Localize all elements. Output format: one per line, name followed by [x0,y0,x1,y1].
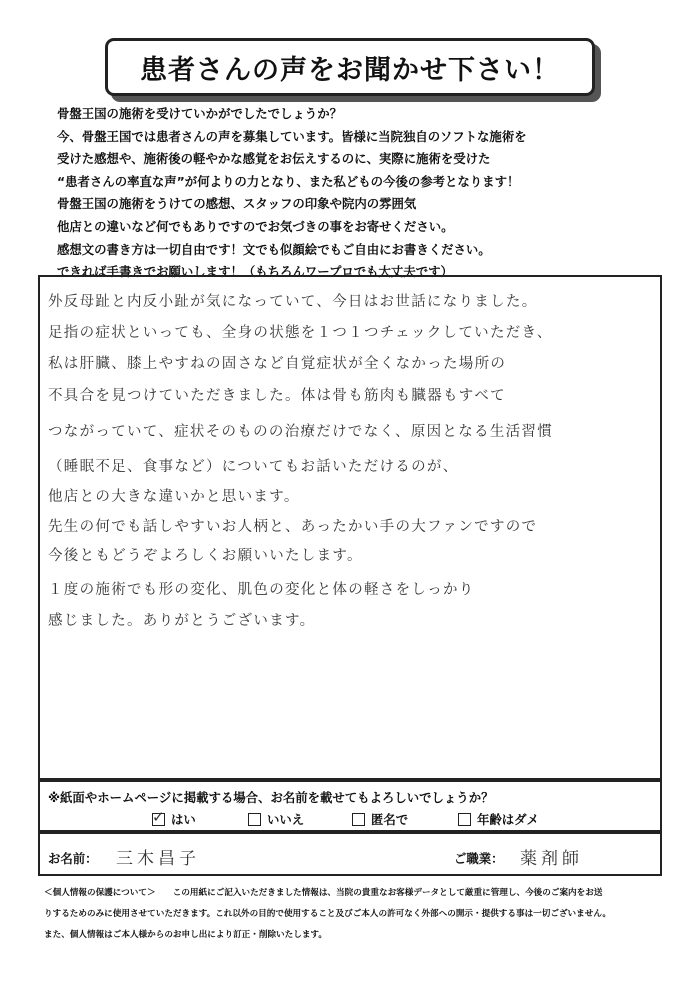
privacy-notice [44,883,674,946]
handwritten-line: 不具合を見つけていただきました。体は骨も筋肉も臓器もすべて [48,388,506,404]
option-label: 匿名で [371,812,409,827]
page-title: 患者さんの声をお聞かせ下さい！ [140,54,560,86]
checkbox-anonymous[interactable] [352,813,365,826]
occupation-value[interactable]: 薬剤師 [520,849,583,869]
intro-line: できれば手書きでお願いします！（もちろんワープロでも大丈夫です） [57,264,453,280]
intro-line: 今、骨盤王国では患者さんの声を募集しています。皆様に当院独自のソフトな施術を [57,128,527,144]
handwritten-line: （睡眠不足、食事など）についてもお話いただけるのが、 [48,459,459,475]
handwritten-line: 私は肝臓、膝上やすねの固さなど自覚症状が全くなかった場所の [48,356,507,372]
checkbox-yes[interactable] [152,813,165,826]
option-anonymous[interactable] [352,810,408,828]
intro-line: 他店との違いなど何でもありですのでお気づきの事をお寄せください。 [57,218,454,234]
name-value[interactable]: 三木昌子 [116,849,200,869]
name-label: お名前： [48,851,98,866]
option-no[interactable] [248,810,304,828]
privacy-line: ＜個人情報の保護について＞ この用紙にご記入いただきました情報は、当院の貴重なお客様データとして厳重に管理し、今後のご案内をお送 [44,888,603,898]
checkbox-no[interactable] [248,813,261,826]
name-section [38,832,662,876]
consent-question: ※紙面やホームページに掲載する場合、お名前を載せてもよろしいでしょうか？ [48,790,494,805]
option-label: いいえ [267,812,305,827]
option-label: はい [171,812,196,827]
occupation-label: ご職業： [454,851,504,866]
handwritten-line: 足指の症状といっても、全身の状態を１つ１つチェックしていただき、 [48,325,553,341]
privacy-line: りするためのみに使用させていただきます。これ以外の目的で使用すること及びご本人の許可なく外部への開示・提供する事は一切ございません。 [44,909,612,919]
handwritten-line: １度の施術でも形の変化、肌色の変化と体の軽さをしっかり [48,582,475,598]
handwritten-line: 他店との大きな違いかと思います。 [48,489,300,505]
intro-text [57,103,657,284]
handwritten-line: 先生の何でも話しやすいお人柄と、あったかい手の大ファンですので [48,519,538,535]
title-box [105,38,595,96]
intro-line: 感想文の書き方は一切自由です！文でも似顔絵でもご自由にお書きください。 [57,241,491,257]
option-yes[interactable] [152,810,196,828]
handwritten-line: 外反母趾と内反小趾が気になっていて、今日はお世話になりました。 [48,294,538,310]
intro-line: “患者さんの率直な声”が何よりの力となり、また私どもの今後の参考となります！ [57,173,520,189]
checkbox-no-age[interactable] [458,813,471,826]
option-no-age[interactable] [458,810,539,828]
handwritten-line: 今後ともどうぞよろしくお願いいたします。 [48,548,363,564]
option-label: 年齢はダメ [477,812,539,827]
handwritten-line: 感じました。ありがとうございます。 [48,613,316,629]
consent-section [38,780,662,832]
privacy-line: また、個人情報はご本人様からのお申し出により訂正・削除いたします。 [44,930,327,940]
handwritten-line: つながっていて、症状そのものの治療だけでなく、原因となる生活習慣 [48,424,554,440]
intro-line: 骨盤王国の施術を受けていかがでしたでしょうか？ [57,106,342,121]
intro-line: 受けた感想や、施術後の軽やかな感覚をお伝えするのに、実際に施術を受けた [57,151,491,167]
intro-line: 骨盤王国の施術をうけての感想、スタッフの印象や院内の雰囲気 [57,196,417,212]
